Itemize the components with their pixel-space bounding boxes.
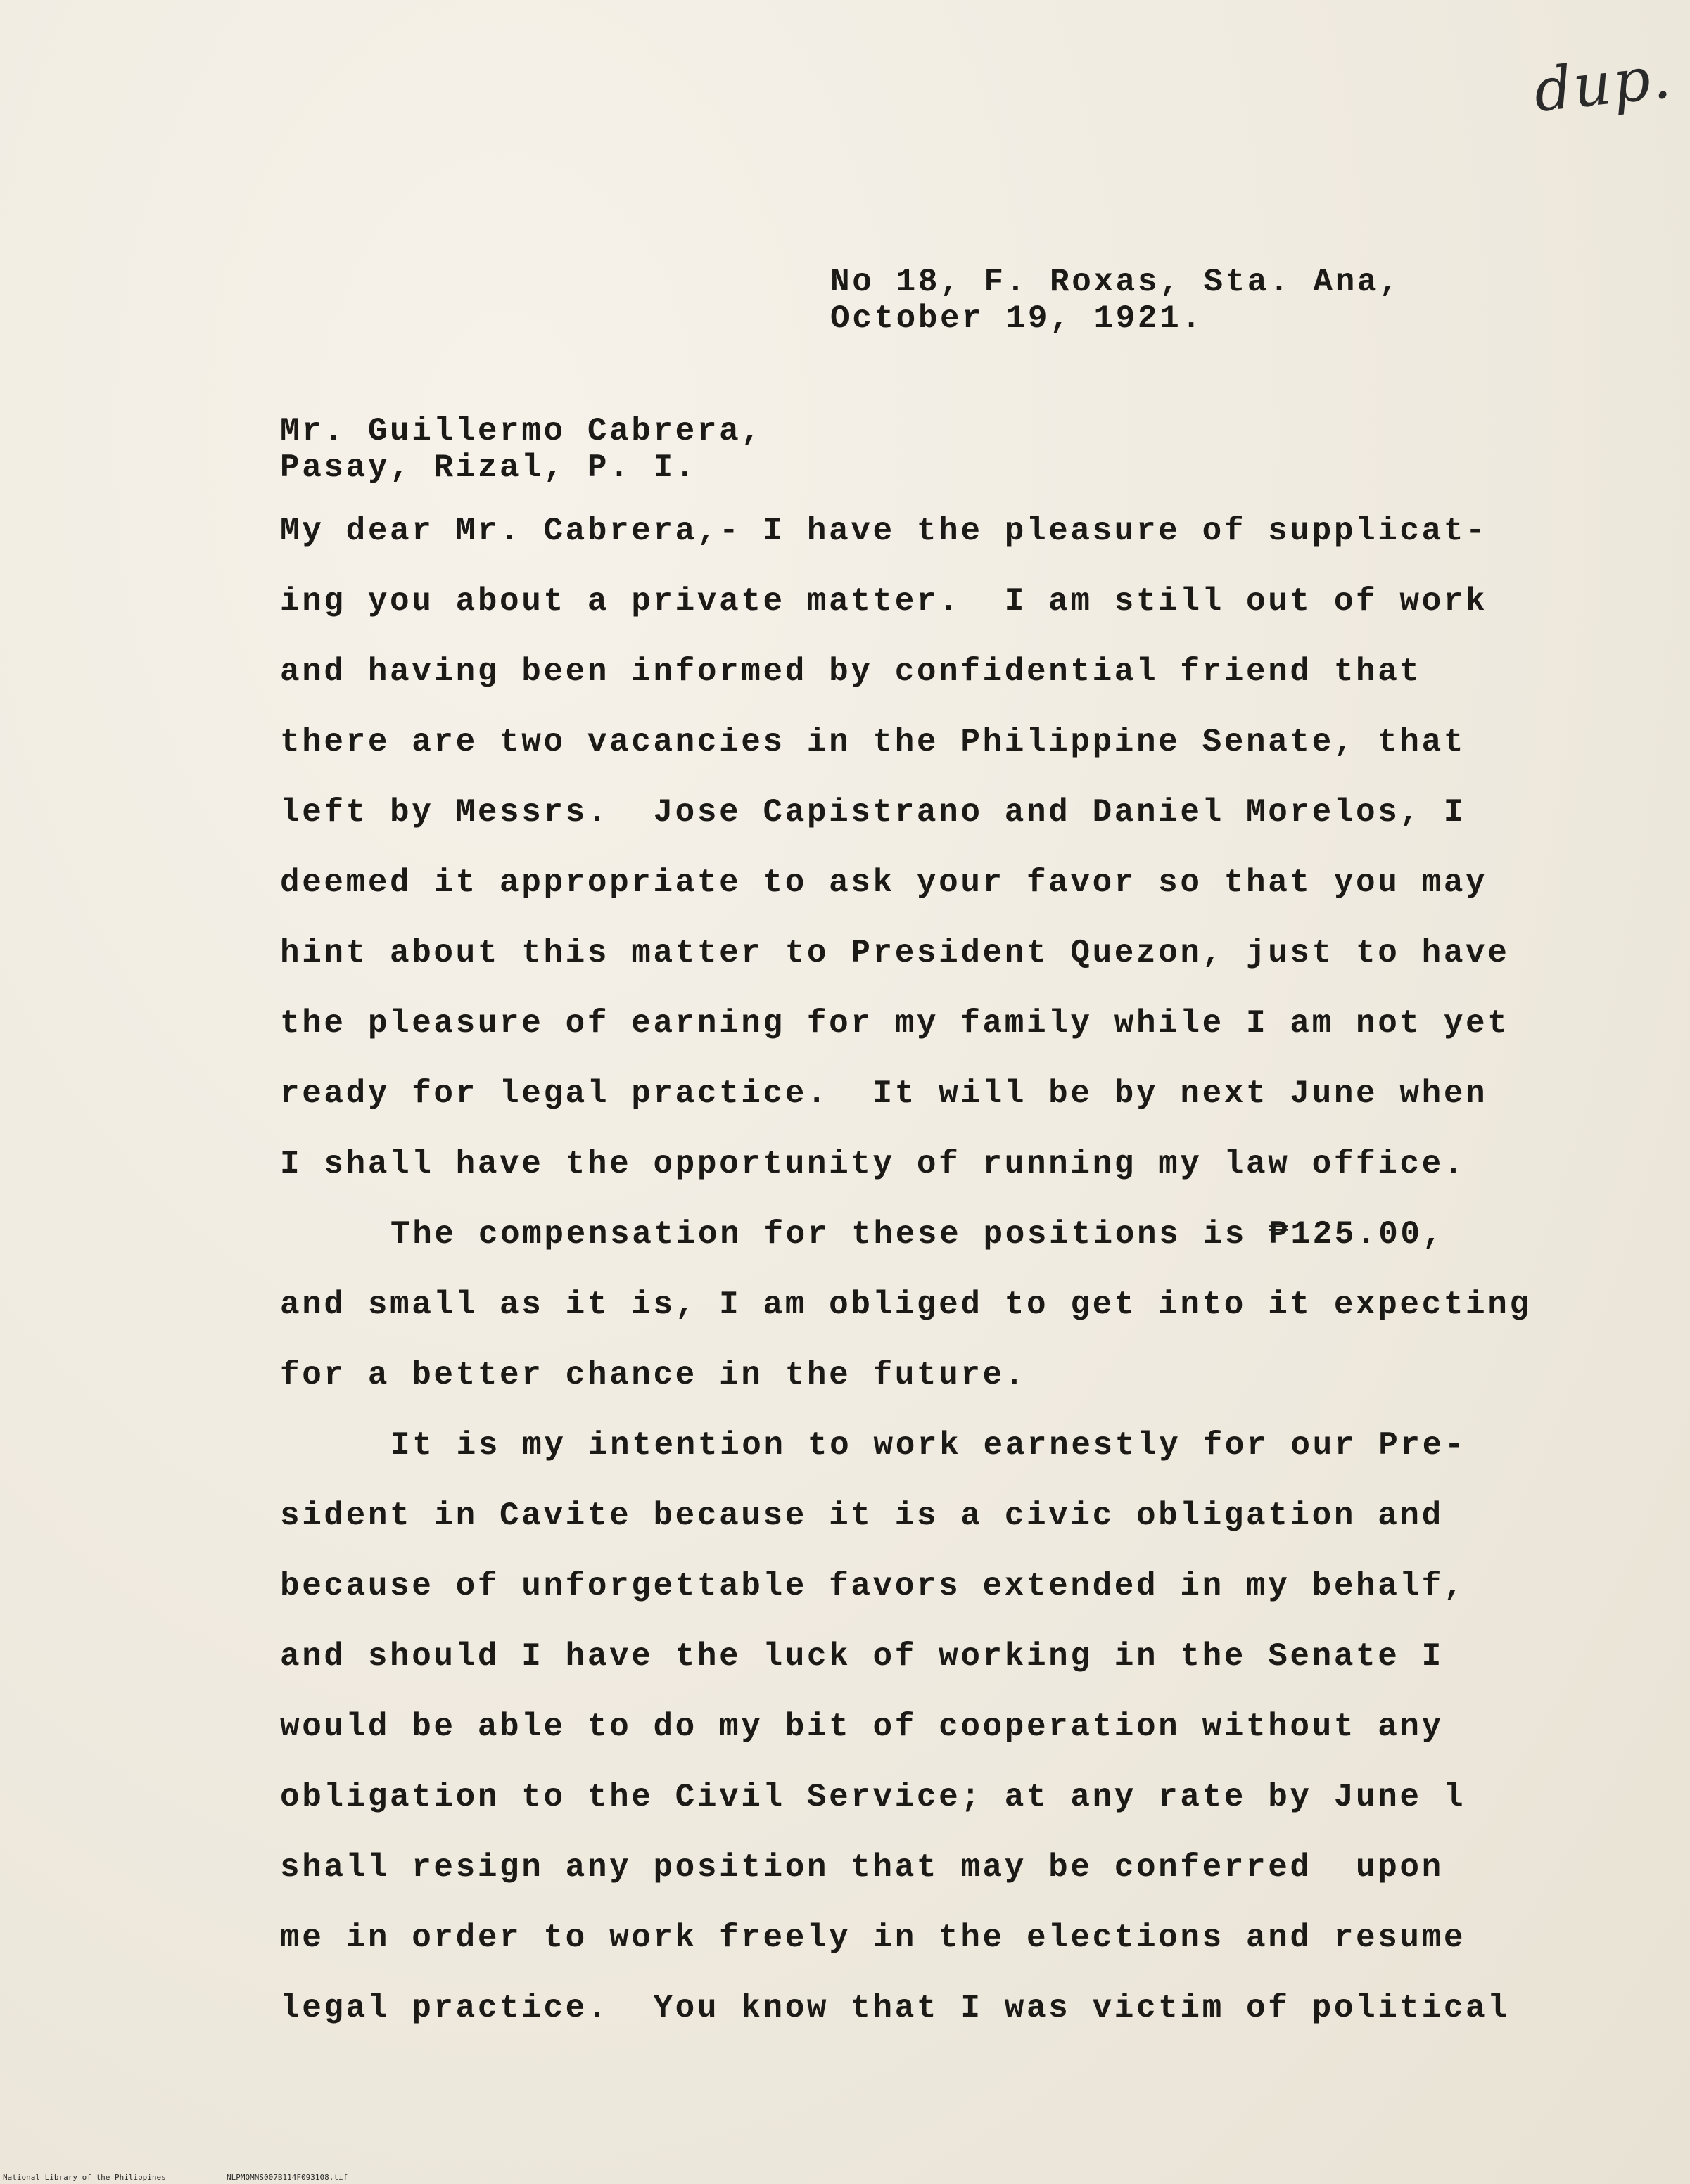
- body-line: left by Messrs. Jose Capistrano and Daniel Morelos, I: [280, 794, 1466, 831]
- body-line: obligation to the Civil Service; at any rate by June l: [280, 1779, 1466, 1815]
- body-line: ing you about a private matter. I am still out of work: [280, 583, 1488, 620]
- body-line: me in order to work freely in the elections and resume: [280, 1920, 1466, 1956]
- recipient-name: Mr. Guillermo Cabrera,: [280, 413, 763, 449]
- body-line: hint about this matter to President Quezon, just to have: [280, 935, 1510, 971]
- body-line: legal practice. You know that I was victim of political: [280, 1990, 1510, 2026]
- body-line: ready for legal practice. It will be by next June when: [280, 1075, 1488, 1112]
- body-line: and having been informed by confidential friend that: [280, 653, 1422, 690]
- body-line: sident in Cavite because it is a civic obligation and: [280, 1497, 1444, 1534]
- footer-institution: National Library of the Philippines: [3, 2173, 166, 2182]
- body-line: for a better chance in the future.: [280, 1357, 1027, 1393]
- body-line: It is my intention to work earnestly for our Pre-: [390, 1427, 1467, 1464]
- footer-file-id: NLPMQMNS007B114F093108.tif: [227, 2173, 348, 2182]
- body-line: because of unforgettable favors extended in my behalf,: [280, 1568, 1466, 1604]
- sender-address: No 18, F. Roxas, Sta. Ana,: [830, 264, 1402, 300]
- body-line: My dear Mr. Cabrera,- I have the pleasure of supplicat-: [280, 513, 1488, 549]
- body-line: would be able to do my bit of cooperation without any: [280, 1709, 1444, 1745]
- handwritten-annotation: dup.: [1530, 42, 1675, 125]
- body-line: shall resign any position that may be conferred upon: [280, 1849, 1444, 1886]
- body-line: there are two vacancies in the Philippine Senate, that: [280, 724, 1466, 760]
- recipient-address: Pasay, Rizal, P. I.: [280, 449, 697, 486]
- letter-date: October 19, 1921.: [830, 300, 1204, 337]
- body-line: deemed it appropriate to ask your favor so that you may: [280, 864, 1488, 901]
- body-line: and should I have the luck of working in the Senate I: [280, 1638, 1444, 1675]
- body-line: The compensation for these positions is ₱125.00,: [390, 1216, 1444, 1253]
- body-line: I shall have the opportunity of running my law office.: [280, 1146, 1466, 1182]
- body-line: the pleasure of earning for my family while I am not yet: [280, 1005, 1510, 1042]
- body-line: and small as it is, I am obliged to get into it expecting: [280, 1286, 1532, 1323]
